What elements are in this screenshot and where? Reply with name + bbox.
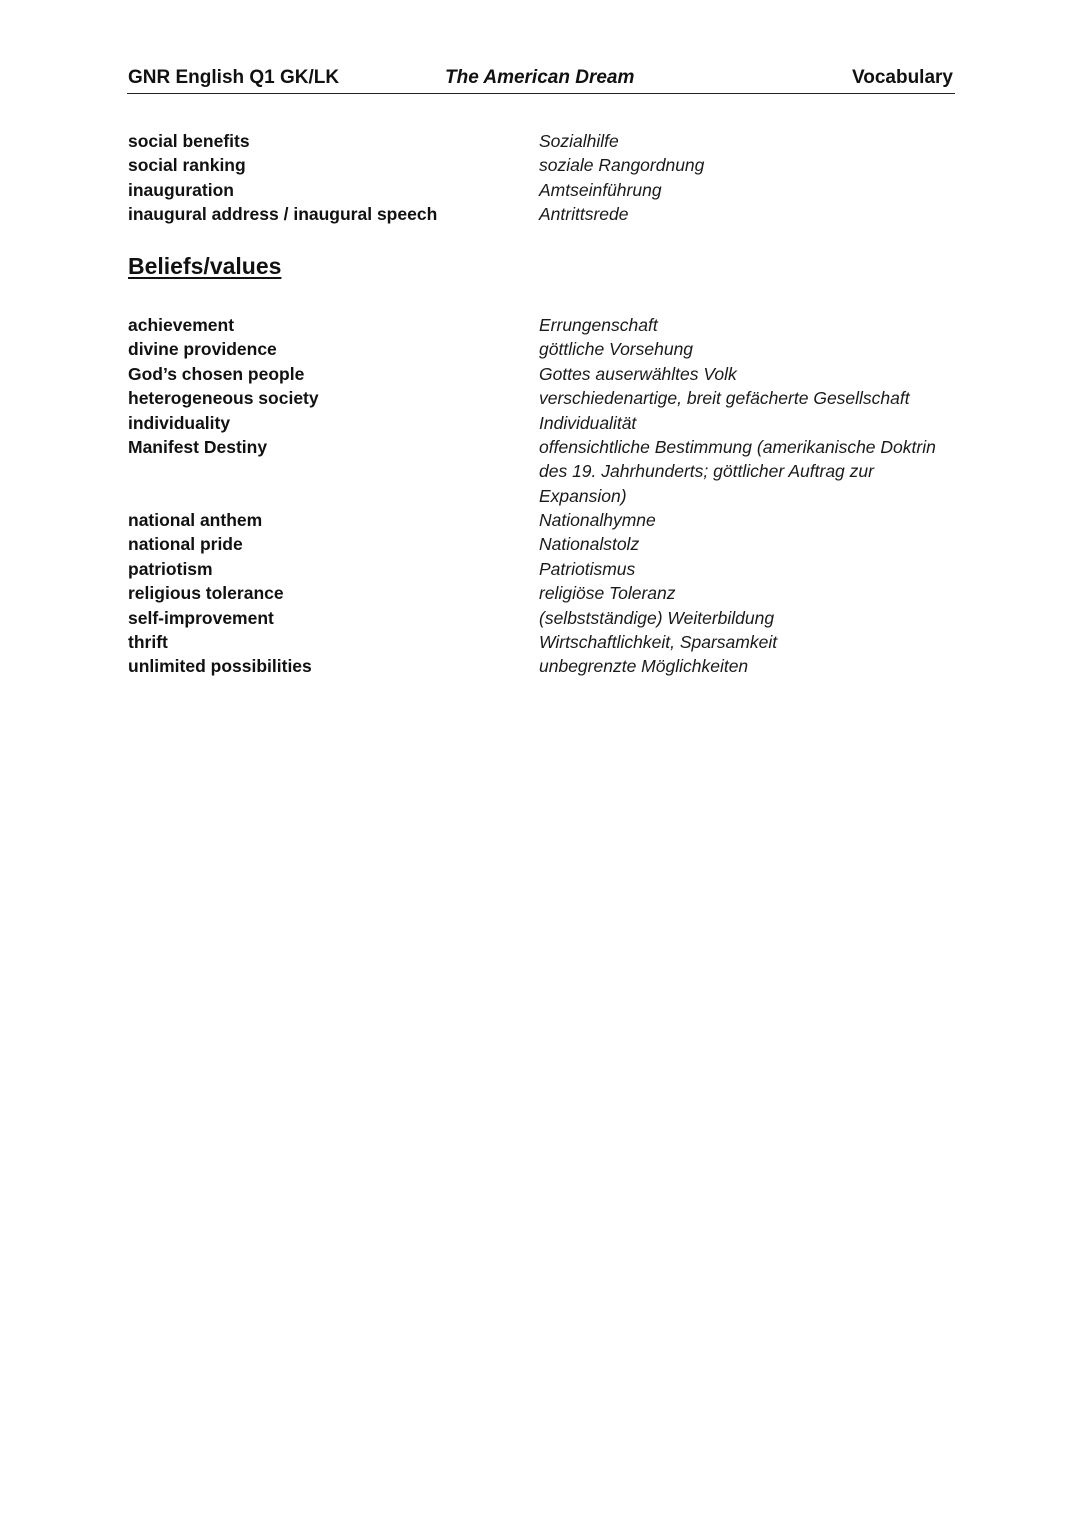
vocab-row bbox=[128, 386, 958, 410]
vocab-translation: (selbstständige) Weiterbildung bbox=[539, 607, 775, 628]
vocab-row bbox=[128, 532, 958, 556]
vocab-term: religious tolerance bbox=[128, 583, 284, 604]
vocab-term: unlimited possibilities bbox=[128, 656, 312, 677]
vocab-term: Manifest Destiny bbox=[128, 437, 268, 458]
vocab-row bbox=[128, 411, 958, 435]
header-section: Vocabulary bbox=[851, 67, 953, 88]
vocab-row bbox=[128, 202, 958, 226]
vocab-translation: religiöse Toleranz bbox=[539, 583, 676, 604]
vocab-translation: offensichtliche Bestimmung (amerikanische Doktrin des 19. Jahrhunderts; göttlicher Auftrag zur Expansion) bbox=[539, 437, 936, 506]
vocab-list-general bbox=[128, 129, 958, 227]
page-header bbox=[127, 62, 955, 94]
vocab-row bbox=[128, 508, 958, 532]
vocab-term: inaugural address / inaugural speech bbox=[128, 204, 438, 225]
vocab-row bbox=[128, 654, 958, 678]
vocab-term: thrift bbox=[128, 632, 168, 653]
vocab-translation: Amtseinführung bbox=[539, 179, 662, 200]
header-topic: The American Dream bbox=[445, 67, 635, 88]
vocab-row bbox=[128, 337, 958, 361]
vocab-translation: Nationalstolz bbox=[539, 534, 640, 555]
vocab-term: heterogeneous society bbox=[128, 388, 319, 409]
vocab-row bbox=[128, 313, 958, 337]
vocab-term: divine providence bbox=[128, 339, 277, 360]
vocab-translation: Wirtschaftlichkeit, Sparsamkeit bbox=[539, 632, 778, 653]
vocab-translation: Antrittsrede bbox=[539, 204, 629, 225]
vocab-term: national anthem bbox=[128, 510, 263, 530]
vocab-translation: Sozialhilfe bbox=[539, 131, 619, 151]
vocab-term: patriotism bbox=[128, 558, 213, 579]
vocab-list-beliefs bbox=[128, 313, 958, 508]
vocab-term: self-improvement bbox=[128, 607, 274, 628]
header-course: GNR English Q1 GK/LK bbox=[128, 67, 340, 88]
vocab-translation: Gottes auserwähltes Volk bbox=[539, 363, 737, 384]
vocab-translation: unbegrenzte Möglichkeiten bbox=[539, 656, 749, 677]
vocab-row bbox=[128, 435, 958, 508]
vocab-term: national pride bbox=[128, 534, 243, 555]
vocab-row bbox=[128, 362, 958, 386]
vocab-term: individuality bbox=[128, 412, 231, 433]
vocab-row bbox=[128, 630, 958, 654]
vocab-row bbox=[128, 178, 958, 202]
vocab-translation: soziale Rangordnung bbox=[539, 155, 705, 176]
vocab-list-national bbox=[128, 508, 958, 679]
vocab-row bbox=[128, 129, 958, 153]
vocab-term: social ranking bbox=[128, 155, 246, 176]
vocab-term: inauguration bbox=[128, 179, 234, 200]
vocab-row bbox=[128, 557, 958, 581]
vocab-translation: Individualität bbox=[539, 412, 637, 433]
vocab-row bbox=[128, 581, 958, 605]
vocab-translation: Patriotismus bbox=[539, 558, 636, 579]
vocab-translation: verschiedenartige, breit gefächerte Gesellschaft bbox=[539, 388, 910, 409]
vocab-term: social benefits bbox=[128, 131, 250, 151]
vocab-row bbox=[128, 153, 958, 177]
vocab-translation: Errungenschaft bbox=[539, 315, 658, 335]
vocab-row bbox=[128, 606, 958, 630]
section-heading: Beliefs/values bbox=[128, 253, 282, 279]
vocab-translation: Nationalhymne bbox=[539, 510, 656, 530]
vocab-term: God’s chosen people bbox=[128, 363, 305, 384]
vocab-translation: göttliche Vorsehung bbox=[539, 339, 694, 360]
vocab-term: achievement bbox=[128, 315, 235, 335]
